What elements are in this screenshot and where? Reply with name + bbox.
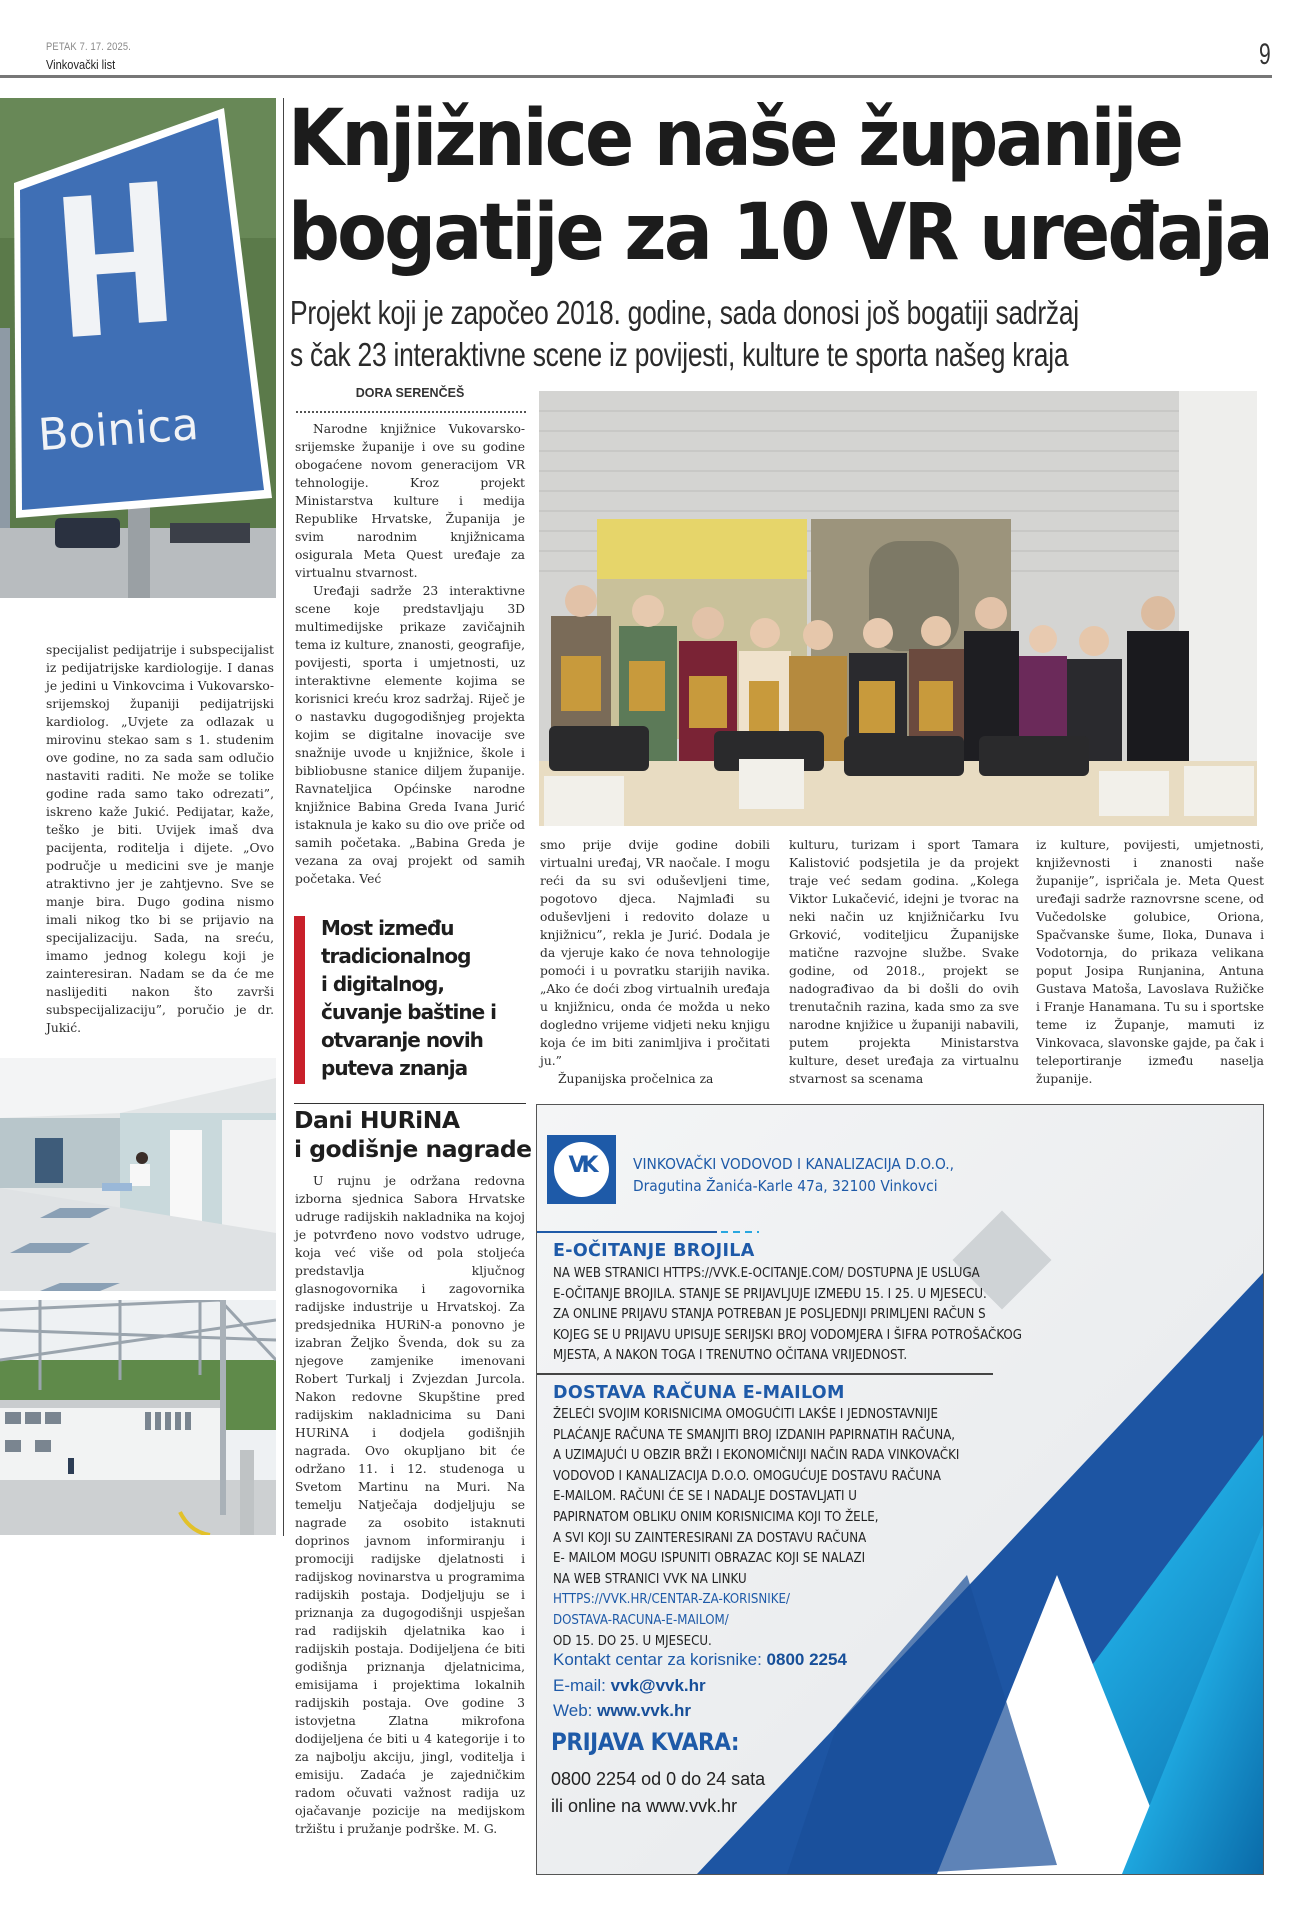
billing-link[interactable]: DOSTAVA-RACUNA-E-MAILOM/: [553, 1612, 729, 1628]
hospital-building-photo: [0, 1300, 276, 1535]
ad-text-line: VODOVOD I KANALIZACIJA D.O.O. OMOGUĆUJE DOSTAVU RAČUNA: [553, 1468, 941, 1484]
email-line: [553, 1673, 847, 1699]
hurina-heading-line: i godišnje nagrade: [294, 1135, 532, 1163]
ad-text-line: ŽELEĆI SVOJIM KORISNICIMA OMOGUĆITI LAKŠE I JEDNOSTAVNIJE: [553, 1407, 938, 1422]
pull-quote-line: i digitalnog,: [321, 972, 444, 996]
hurina-heading-line: Dani HURiNA: [294, 1106, 460, 1134]
vvk-logo: [547, 1135, 616, 1204]
subheadline: [290, 292, 1079, 376]
ad-text-line: NA WEB STRANICI HTTPS://VVK.E-OCITANJE.COM/ DOSTUPNA JE USLUGA: [553, 1266, 980, 1281]
contact-label: Kontakt centar za korisnike:: [553, 1650, 767, 1669]
web-line: [553, 1698, 847, 1724]
ad-text-line: A UZIMAJUĆI U OBZIR BRŽI I EKONOMIČNIJI NAČIN RADA VINKOVAČKI: [553, 1448, 960, 1464]
paragraph: Županijska pročelnica za: [558, 1072, 714, 1086]
subheadline-line: s čak 23 interaktivne scene iz povijesti, kulture te sporta našeg kraja: [290, 336, 1069, 373]
article-column-3: [789, 836, 1019, 1088]
ad-text-line: E- MAILOM MOGU ISPUNITI OBRAZAC KOJI SE NALAZI: [553, 1551, 866, 1567]
fault-report-title: PRIJAVA KVARA:: [551, 1728, 740, 1756]
byline: DORA SERENČEŠ: [355, 386, 465, 400]
e-reading-title: E-OČITANJE BROJILA: [553, 1241, 755, 1261]
byline-separator: [296, 411, 526, 413]
ad-text-line: NA WEB STRANICI VVK NA LINKU: [553, 1571, 747, 1587]
sign-text: Boinica: [36, 398, 201, 462]
pull-quote-line: puteva znanja: [321, 1056, 468, 1080]
pull-quote-line: tradicionalnog: [321, 944, 471, 968]
ad-text-line: OD 15. DO 25. U MJESECU.: [553, 1633, 712, 1649]
email-label: E-mail:: [553, 1675, 611, 1695]
web-link[interactable]: www.vvk.hr: [597, 1701, 691, 1720]
ad-section-rule: [537, 1373, 993, 1375]
headline-line: Knjižnice naše županije: [288, 94, 1182, 184]
page-number: 9: [1259, 38, 1271, 71]
column-divider: [283, 98, 284, 1536]
group-photo: [539, 391, 1257, 826]
hurina-heading: [294, 1106, 534, 1164]
ad-text-line: PAPIRNATOM OBLIKU ONIM KORISNICIMA KOJI TO ŽELE,: [553, 1509, 879, 1525]
e-reading-text: [553, 1264, 1022, 1367]
headline-line: bogatije za 10 VR uređaja: [288, 188, 1271, 278]
paragraph: specijalist pedijatrije i subspecijalist iz pedijatrijske kardiologije. I danas je jedini u Vinkovcima i Vukovarsko-srijemskoj županiji pedijatrijski kardiolog. „Uvjete za odlazak u mirovinu stekao sam s 1. studenim ove godine, no za sada sam odlučio nastaviti raditi. Ne može se tolike godine rada samo tako odrezati”, iskreno kaže Jukić. Pedijatar, kaže, teško je biti. Uvijek imaš dva pacijenta, roditelja i dijete. „Ovo područje u medicini sve je manje atraktivno jer je zahtjevno. Sve se manje bira. Dugo godina nismo imali nikog tko bi se prijavio na specijalizaciju. Sada, na sreću, imamo jednog kolegu koji je zainteresiran. Nadam se da će me naslijediti nakon što završi subspecijalizaciju”, poručio je dr. Jukić.: [46, 643, 274, 1035]
ad-text-line: E-OČITANJE BROJILA. STANJE SE PRIJAVLJUJE IZMEĐU 15. I 25. U MJESECU.: [553, 1286, 987, 1302]
web-label: Web:: [553, 1701, 598, 1720]
billing-link[interactable]: HTTPS://VVK.HR/CENTAR-ZA-KORISNIKE/: [553, 1592, 790, 1608]
pull-quote-line: otvaranje novih: [321, 1028, 483, 1052]
pull-quote: [294, 916, 526, 1084]
headline: [288, 92, 1271, 280]
article-column-4: [1036, 836, 1264, 1088]
paragraph: Uređaji sadrže 23 interaktivne scene koje predstavljaju 3D multimedijske prikaze zavičajnih tema iz kulture, znanosti, geografije, povijesti, sporta i umjetnosti, uz interaktivne elemente kojima se korisnici kreću kroz sadržaj. Riječ je o nastavku dugogodišnjeg projekta kojim se digitalne inovacije sve snažnije uvode u knjižnice, škole i bibliobusne stanice diljem županije. Ravnateljica Općinske narodne knjižnice Babina Greda Ivana Jurić istaknula je kako su dio ove priče od samih početaka. „Babina Greda je vezana za ovaj projekt od samih početaka. Već: [295, 584, 525, 886]
fault-report-line: ili online na www.vvk.hr: [551, 1796, 738, 1816]
pull-quote-text: [321, 914, 531, 1082]
contact-phone: 0800 2254: [766, 1650, 847, 1669]
fault-report-line: 0800 2254 od 0 do 24 sata: [551, 1769, 766, 1789]
pull-quote-accent-bar: [294, 916, 305, 1084]
pull-quote-line: Most između: [321, 916, 454, 940]
email-billing-title: DOSTAVA RAČUNA E-MAILOM: [553, 1383, 845, 1403]
subheadline-line: Projekt koji je započeo 2018. godine, sada donosi još bogatiji sadržaj: [290, 294, 1079, 331]
company-name: VINKOVAČKI VODOVOD I KANALIZACIJA D.O.O.,: [633, 1155, 955, 1173]
article-column-1: [295, 420, 525, 888]
paragraph: U rujnu je održana redovna izborna sjednica Sabora Hrvatske udruge radijskih nakladnika na kojoj je potvrđeno novo vodstvo udruge, koja već više od pola stoljeća predstavlja ključnog glasnogovornika i zagovornika radijske industrije u Hrvatskoj. Za predsjednika HURiN-a ponovno je izabran Željko Švenda, dok su za njegove zamjenike imenovani Robert Turkalj i Zvjezdan Jurcola. Nakon redovne Skupštine pred radijskim nakladnicima su Dani HURiNA i dodjela godišnjih nagrada. Ovo okupljano bit će održano 11. i 12. studenoga u Svetom Martinu na Muri. Na temelju Natječaja dodjeljuju se nagrade za osobito istaknuti doprinos javnom informiranju i promociji radijske djelatnosti i radijskog novinarstva u programima radijskih postaja. Dodjeljuju se i priznanja za dugogodišnji uspješan rad radijskih djelatnika kao i radijskih postaja. Dodijeljena će biti godišnja priznanja djelatnicima, emisijama i projektima lokalnih radijskih postaja. Ove godine 3 istovjetna Zlatna mikrofona dodijeljena će biti u 4 kategorije i to za najbolju akciju, jingl, voditelja i emisiju. Zadaća je zajedničkim radom očuvati važnost radija uz ojačavanje pozicije na medijskom tržištu i pružanje podrške. M. G.: [295, 1174, 525, 1836]
ad-text-line: MJESTA, A NAKON TOGA I TRENUTNO OČITANA VRIJEDNOST.: [553, 1348, 908, 1364]
company-info: [633, 1153, 954, 1197]
paragraph: kulturu, turizam i sport Tamara Kalistović podsjetila je da projekt traje već sedam godina. „Kolega Viktor Lukačević, idejni je tvorac na neki način uz knjižničarku Ivu Grković, voditeljicu Županijske matične razvojne službe. Svake godine, od 2018., projekt se nadograđivao da bi došli do ovih trenutačnih razina, kada smo za sve narodne knjižice u županiji nabavili, putem projekta Ministarstva kulture, deset uređaja za virtualnu stvarnost sa scenama: [789, 838, 1019, 1086]
newspaper-name: Vinkovački list: [46, 57, 116, 72]
section-rule: [294, 1103, 526, 1104]
email-link[interactable]: vvk@vvk.hr: [610, 1675, 706, 1695]
article-column-2: [540, 836, 770, 1088]
left-column-text: [46, 641, 274, 1037]
contact-info: [553, 1647, 847, 1724]
ad-text-line: E-MAILOM. RAČUNI ĆE SE I NADALJE DOSTAVLJATI U: [553, 1489, 857, 1505]
company-address: Dragutina Žanića-Karle 47a, 32100 Vinkovci: [633, 1177, 938, 1195]
paragraph: Narodne knjižnice Vukovarsko-srijemske županije i ove su godine obogaćene novom generacijom VR tehnologije. Kroz projekt Ministarstva kulture i medija Republike Hrvatske, Županija je svim narodnim knjižnicama osigurala Meta Quest uređaje za virtualnu stvarnost.: [295, 422, 525, 580]
vvk-advertisement: [536, 1104, 1264, 1875]
email-billing-text: [553, 1405, 959, 1652]
contact-center-line: [553, 1647, 847, 1673]
ad-text-line: ZA ONLINE PRIJAVU STANJA POTREBAN JE POSLJEDNJI PRIMLJENI RAČUN S: [553, 1307, 986, 1323]
issue-date: PETAK 7. 17. 2025.: [46, 41, 132, 53]
ad-text-line: PLAĆANJE RAČUNA TE SMANJITI BROJ IZDANIH PAPIRNATIH RAČUNA,: [553, 1427, 956, 1443]
vvk-logo-text: VK: [568, 1153, 595, 1178]
ad-separator-dashes: [721, 1231, 759, 1233]
fault-report-text: [551, 1766, 765, 1820]
paragraph: smo prije dvije godine dobili virtualni uređaj, VR naočale. I mogu reći da su svi oduševljeni time, pogotovo djeca. Najmlađi su oduševljeni i redovito dolaze u knjižnicu”, rekla je Jurić. Dodala je da vjeruje kako će nova tehnologije pomoći i u povratku starijih navika. „Ako će doći zbog virtualnih uređaja u knjižnicu, onda će možda u neko dogledno vrijeme vidjeti neku knjigu koja će im biti zanimljiva i pročitati ju.”: [540, 838, 770, 1068]
ad-text-line: KOJEG SE U PRIJAVU UPISUJE SERIJSKI BROJ VODOMJERA I ŠIFRA POTROŠAČKOG: [553, 1327, 1022, 1343]
pull-quote-line: čuvanje baštine i: [321, 1000, 497, 1024]
hospital-corridor-photo: [0, 1058, 276, 1291]
ad-separator: [537, 1231, 717, 1233]
paragraph: iz kulture, povijesti, umjetnosti, književnosti i znanosti naše županije”, ispričala je. Meta Quest uređaji sadrže raznovrsne scene, od Vučedolske golubice, Oriona, Spačvanske šume, Iloka, Dunava i Vodotornja, do prikaza velikana poput Josipa Runjanina, Antuna Gustava Matoša, Lavoslava Ružičke i Franje Hanamana. Tu su i sportske teme iz Županje, mamuti iz Vinkovaca, slavonske gajde, pa čak i teleportiranje između naselja županije.: [1036, 838, 1264, 1086]
ad-text-line: A SVI KOJI SU ZAINTERESIRANI ZA DOSTAVU RAČUNA: [553, 1530, 867, 1546]
hospital-sign-photo: [0, 98, 276, 598]
header-rule: [0, 75, 1272, 78]
hurina-text: [295, 1172, 525, 1838]
